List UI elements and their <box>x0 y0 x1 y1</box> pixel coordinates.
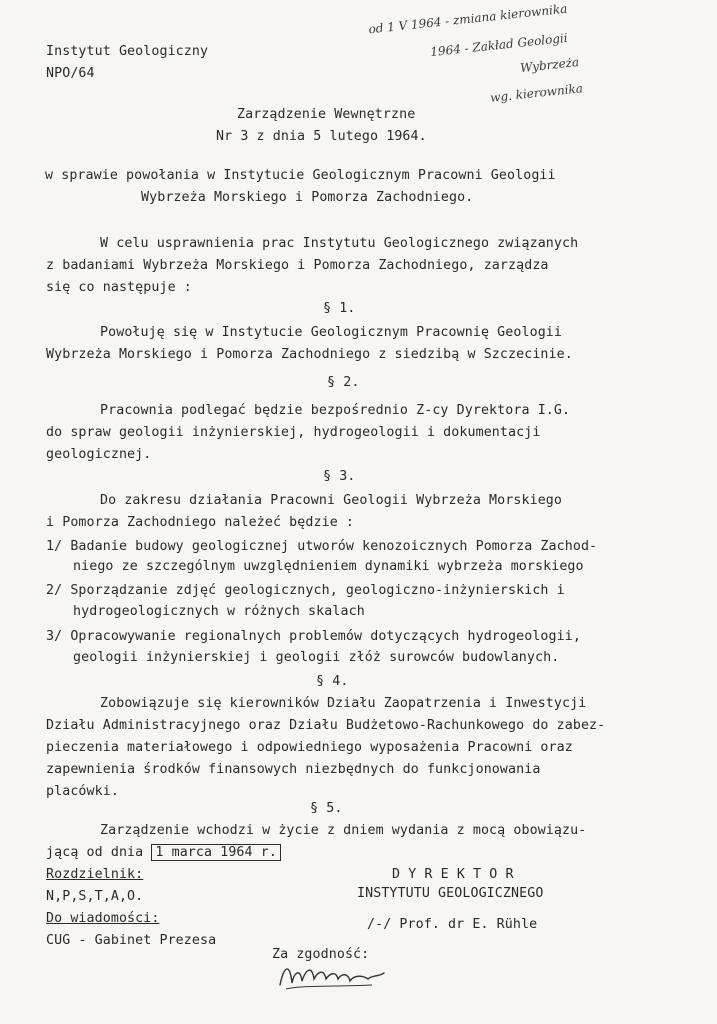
intro-line-2: z badaniami Wybrzeża Morskiego i Pomorza Zachodniego, zarządza <box>46 258 549 273</box>
section-4-line-1: Zobowiązuje się kierowników Działu Zaopatrzenia i Inwestycji <box>100 696 587 711</box>
section-5-line-1: Zarządzenie wchodzi w życie z dniem wydania z mocą obowiązu- <box>100 823 587 838</box>
section-5-heading: § 5. <box>310 801 343 816</box>
reference-number: NPO/64 <box>46 66 95 81</box>
institute-signature-title: INSTYTUTU GEOLOGICZNEGO <box>357 886 544 901</box>
director-name: /-/ Prof. dr E. Rühle <box>367 917 538 932</box>
subject-line-2: Wybrzeża Morskiego i Pomorza Zachodniego. <box>141 190 474 205</box>
section-1-heading: § 1. <box>323 301 356 316</box>
section-5-line-2 <box>46 845 281 861</box>
distribution-label: Rozdzielnik: <box>46 867 144 882</box>
section-3-line-2: i Pomorza Zachodniego należeć będzie : <box>46 515 355 530</box>
handwritten-note-2: 1964 - Zakład Geologii <box>429 30 569 60</box>
conformity-label: Za zgodność: <box>272 947 370 962</box>
handwritten-note-3: Wybrzeża <box>519 54 580 76</box>
section-1-line-2: Wybrzeża Morskiego i Pomorza Zachodniego z siedzibą w Szczecinie. <box>46 347 573 362</box>
section-2-line-2: do spraw geologii inżynierskiej, hydrogeologii i dokumentacji <box>46 425 541 440</box>
handwritten-note-4: wg. kierownika <box>489 81 584 105</box>
section-4-heading: § 4. <box>316 674 349 689</box>
document-number-date: Nr 3 z dnia 5 lutego 1964. <box>216 129 427 144</box>
section-4-line-3: pieczenia materiałowego i odpowiedniego wyposażenia Pracowni oraz <box>46 740 573 755</box>
info-list: CUG - Gabinet Prezesa <box>46 933 217 948</box>
info-label: Do wiadomości: <box>46 911 160 926</box>
institute-name: Instytut Geologiczny <box>46 44 209 59</box>
distribution-list: N,P,S,T,A,O. <box>46 889 144 904</box>
section-3-item-1a: 1/ Badanie budowy geologicznej utworów kenozoicznych Pomorza Zachod- <box>46 539 598 554</box>
intro-line-1: W celu usprawnienia prac Instytutu Geologicznego związanych <box>100 236 579 251</box>
section-3-item-1b: niego ze szczególnym uwzględnieniem dynamiki wybrzeża morskiego <box>73 559 584 574</box>
section-3-item-3a: 3/ Opracowywanie regionalnych problemów dotyczących hydrogeologii, <box>46 629 581 644</box>
section-2-line-1: Pracownia podlegać będzie bezpośrednio Z-cy Dyrektora I.G. <box>100 403 571 418</box>
section-3-heading: § 3. <box>323 469 356 484</box>
section-3-item-3b: geologii inżynierskiej i geologii złóż surowców budowlanych. <box>73 650 560 665</box>
section-3-item-2b: hydrogeologicznych w różnych skalach <box>73 604 365 619</box>
section-1-line-1: Powołuję się w Instytucie Geologicznym Pracownię Geologii <box>100 325 563 340</box>
handwritten-signature <box>272 955 392 995</box>
section-4-line-2: Działu Administracyjnego oraz Działu Budżetowo-Rachunkowego do zabez- <box>46 718 606 733</box>
effective-date-box: 1 marca 1964 r. <box>151 844 281 861</box>
section-3-line-1: Do zakresu działania Pracowni Geologii Wybrzeża Morskiego <box>100 493 563 508</box>
handwritten-note-1: od 1 V 1964 - zmiana kierownika <box>367 1 568 37</box>
section-2-line-3: geologicznej. <box>46 447 152 462</box>
director-title: D Y R E K T O R <box>392 867 514 882</box>
section-4-line-5: placówki. <box>46 784 119 799</box>
section-3-item-2a: 2/ Sporządzanie zdjęć geologicznych, geologiczno-inżynierskich i <box>46 583 565 598</box>
section-4-line-4: zapewnienia środków finansowych niezbędnych do funkcjonowania <box>46 762 541 777</box>
section-2-heading: § 2. <box>327 375 360 390</box>
document-title: Zarządzenie Wewnętrzne <box>237 107 416 122</box>
section-5-line-2-prefix: jącą od dnia <box>46 845 144 860</box>
intro-line-3: się co następuje : <box>46 280 192 295</box>
subject-line-1: w sprawie powołania w Instytucie Geologicznym Pracowni Geologii <box>45 168 556 183</box>
